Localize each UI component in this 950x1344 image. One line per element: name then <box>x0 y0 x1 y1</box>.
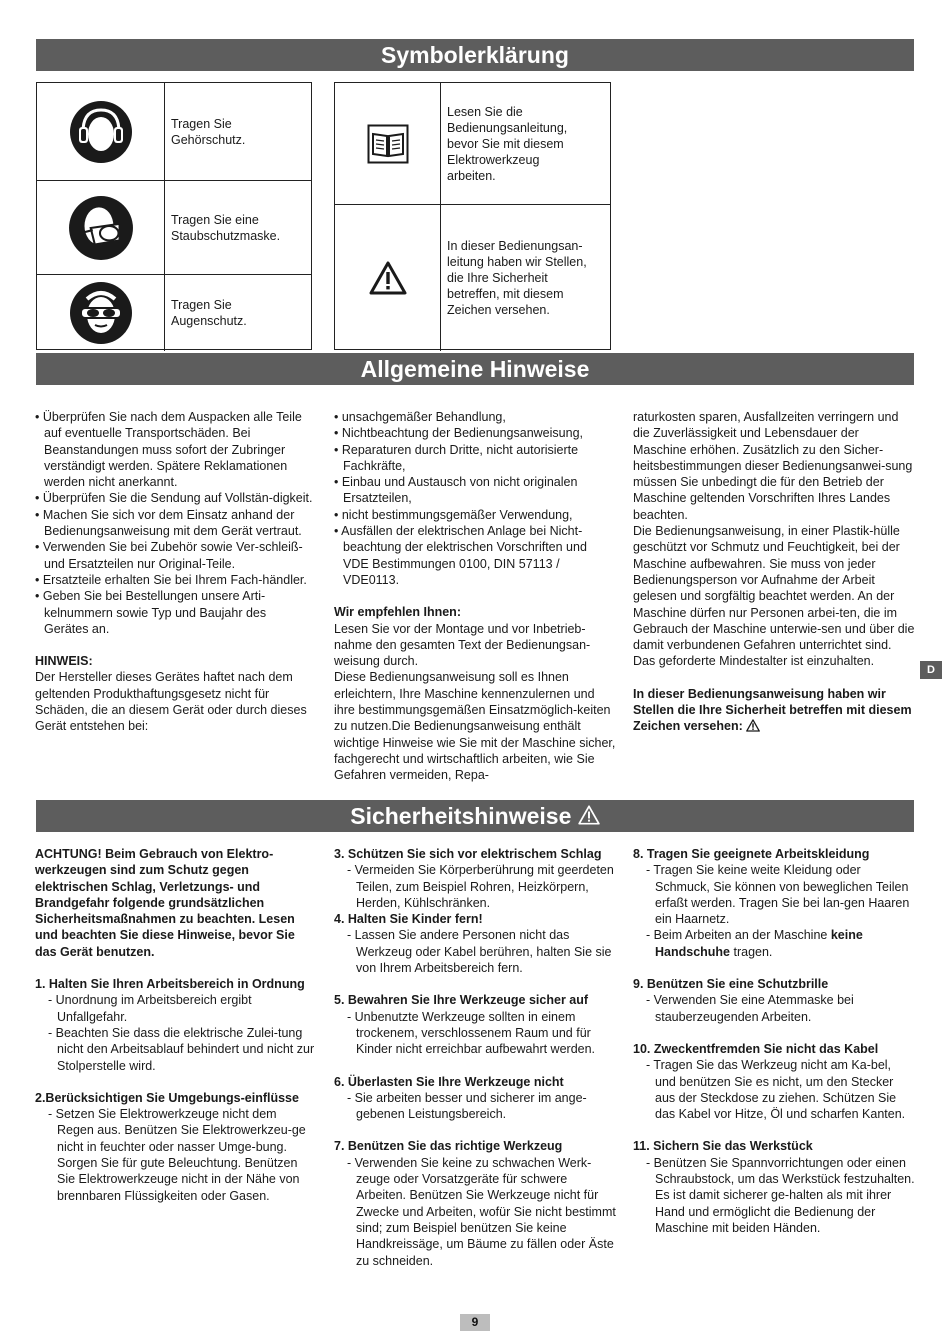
section-header-symbols: Symbolerklärung <box>36 39 914 71</box>
list-item: • nicht bestimmungsgemäßer Verwendung, <box>334 507 573 522</box>
hinweis-title: HINWEIS: <box>35 654 93 669</box>
general-column-2 <box>334 409 616 784</box>
safety-item-line: - Verwenden Sie keine zu schwachen Werk-zeuge oder Vorsatzgeräte für schwere Arbeiten. Benützen Sie Werkzeuge nicht für Zwecke und Arbeiten, wofür Sie nicht bestimmt sind; zum Beispiel benützen Sie keine Handkreissäge, um Bäume zu fällen oder Äste zu schneiden. <box>347 1155 616 1268</box>
warning-triangle-icon <box>746 719 760 736</box>
symbol-table-left <box>36 82 312 350</box>
safety-item-title: 3. Schützen Sie sich vor elektrischem Schlag <box>334 847 602 861</box>
page-number: 9 <box>460 1314 490 1331</box>
list-item: • Überprüfen Sie die Sendung auf Vollstän-digkeit. <box>35 491 313 506</box>
dust-mask-icon <box>37 181 165 274</box>
safety-line-emphasis: keine Handschuhe <box>655 928 863 959</box>
symbol-description: In dieser Bedienungsan- leitung haben wir Stellen, die Ihre Sicherheit betreffen, mit diesem Zeichen versehen. <box>447 239 587 317</box>
symbol-row <box>37 275 311 351</box>
safety-line-text: tragen. <box>730 944 773 959</box>
list-item: • Ausfällen der elektrischen Anlage bei Nicht-beachtung der elektrischen Vorschriften und VDE Bestimmungen 0100, DIN 57113 / VDE0113. <box>334 524 587 587</box>
language-tab: D <box>920 661 942 679</box>
symbol-description: Tragen Sie Gehörschutz. <box>171 116 246 147</box>
manual-book-icon <box>335 83 441 204</box>
safety-item-line: - Unbenutzte Werkzeuge sollten in einem trockenem, verschlossenem Raum und für Kinder nicht erreichbar aufbewahrt werden. <box>347 1009 596 1057</box>
safety-column-2 <box>334 846 616 1269</box>
list-item: • Verwenden Sie bei Zubehör sowie Ver-schleiß- und Ersatzteilen nur Original-Teile. <box>35 540 303 571</box>
symbol-description: Tragen Sie Augenschutz. <box>171 298 247 328</box>
safety-item-title: 11. Sichern Sie das Werkstück <box>633 1139 813 1154</box>
ear-protection-icon <box>37 83 165 180</box>
safety-column-1 <box>35 846 315 1204</box>
safety-item-line: - Benützen Sie Spannvorrichtungen oder einen Schraubstock, um das Werkstück festzuhalten. Es ist damit sicherer ge-halten als mit ihrer Hand und ermöglicht die Bedienung der Maschine mit beiden Händen. <box>646 1155 915 1235</box>
eye-protection-icon <box>37 275 165 351</box>
safety-item-title: 7. Benützen Sie das richtige Werkzeug <box>334 1139 563 1154</box>
symbol-row <box>37 181 311 275</box>
safety-item-title: 8. Tragen Sie geeignete Arbeitskleidung <box>633 847 870 861</box>
warning-triangle-icon <box>578 801 600 833</box>
list-item: • Überprüfen Sie nach dem Auspacken alle Teile auf eventuelle Transportschäden. Bei Beanstandungen muss sofort der Zubringer verständigt werden. Spätere Reklamationen werden nicht anerkannt. <box>35 410 302 490</box>
symbol-row <box>37 83 311 181</box>
safety-item-title: 1. Halten Sie Ihren Arbeitsbereich in Ordnung <box>35 977 305 992</box>
safety-item-title: 9. Benützen Sie eine Schutzbrille <box>633 977 829 992</box>
safety-item-line: - Tragen Sie keine weite Kleidung oder Schmuck, Sie können von beweglichen Teilen erfaßt werden. Tragen Sie bei lan-gen Haaren ein Haarnetz. <box>646 863 910 927</box>
safety-item-line: - Setzen Sie Elektrowerkzeuge nicht dem Regen aus. Benützen Sie Elektrowerkzeu-ge nicht in feuchter oder nasser Umge-bung. Sorgen Sie für gute Beleuchtung. Benützen Sie Elektrowerkzeuge nicht in der Nähe von brennbaren Flüssigkeiten oder Gasen. <box>48 1107 306 1203</box>
col3-bold-text: In dieser Bedienungsanweisung haben wir Stellen die Ihre Sicherheit betreffen mit diesem Zeichen versehen: <box>633 686 912 734</box>
list-item: • Einbau und Austausch von nicht originalen Ersatzteilen, <box>334 475 578 506</box>
section-header-general: Allgemeine Hinweise <box>36 353 914 385</box>
symbol-row <box>335 83 610 205</box>
recommend-title: Wir empfehlen Ihnen: <box>334 605 461 620</box>
symbol-description: Lesen Sie die Bedienungsanleitung, bevor Sie mit diesem Elektrowerkzeug arbeiten. <box>447 104 568 183</box>
safety-item-line: - Beachten Sie dass die elektrische Zulei-tung nicht den Arbeitsablauf behindert und nicht zur Stolperstelle wird. <box>48 1025 315 1073</box>
safety-item-title: 6. Überlasten Sie Ihre Werkzeuge nicht <box>334 1074 564 1089</box>
safety-item-line: - Lassen Sie andere Personen nicht das Werkzeug oder Kabel berühren, halten Sie sie von Ihrem Arbeitsbereich fern. <box>347 928 612 976</box>
safety-item-title: 5. Bewahren Sie Ihre Werkzeuge sicher auf <box>334 993 589 1008</box>
safety-intro: ACHTUNG! Beim Gebrauch von Elektro-werkzeugen sind zum Schutz gegen elektrischen Schlag, Verletzungs- und Brandgefahr folgende grundsätzlichen Sicherheitsmaßnahmen zu beachten. Lesen und beachten Sie diese Hinweise, bevor Sie das Gerät benutzen. <box>35 847 295 959</box>
safety-header-text: Sicherheitshinweise <box>350 803 572 829</box>
recommend-text: Lesen Sie vor der Montage und vor Inbetrieb-nahme den gesamten Text der Bedienungsan-weisung durch. Diese Bedienungsanweisung soll es Ihnen erleichtern, Ihre Maschine kennenzulernen und ihre bestimmungsgemäßen Einsatzmöglich-keiten zu nutzen.Die Bedienungsanweisung enthält wichtige Hinweise wie Sie mit der Maschine sicher, fachgerecht und wirtschaftlich arbeiten, wie Sie Gefahren vermeiden, Repa- <box>334 621 616 783</box>
safety-column-3 <box>633 846 915 1236</box>
list-item: • Geben Sie bei Bestellungen unsere Arti-kelnummern sowie Typ und Baujahr des Gerätes an. <box>35 589 267 636</box>
col3-bold-note <box>633 686 915 737</box>
general-column-3 <box>633 409 915 737</box>
safety-item-title: 2.Berücksichtigen Sie Umgebungs-einflüsse <box>35 1090 299 1105</box>
safety-line-text: - Beim Arbeiten an der Maschine <box>646 928 831 943</box>
symbol-row <box>335 205 610 351</box>
list-item: • Reparaturen durch Dritte, nicht autorisierte Fachkräfte, <box>334 442 579 473</box>
safety-item-title: 10. Zweckentfremden Sie nicht das Kabel <box>633 1041 879 1056</box>
symbol-description: Tragen Sie eine Staubschutzmaske. <box>171 212 281 243</box>
section-header-safety <box>36 800 914 832</box>
safety-item-line <box>633 927 915 960</box>
list-item: • Machen Sie sich vor dem Einsatz anhand der Bedienungsanweisung mit dem Gerät vertraut. <box>35 507 302 539</box>
safety-item-title: 4. Halten Sie Kinder fern! <box>334 912 483 927</box>
symbol-table-right <box>334 82 611 350</box>
list-item: • Nichtbeachtung der Bedienungsanweisung, <box>334 426 583 441</box>
list-item: • Ersatzteile erhalten Sie bei Ihrem Fach-händler. <box>35 572 307 587</box>
list-item: • unsachgemäßer Behandlung, <box>334 410 506 424</box>
general-column-1 <box>35 409 313 735</box>
hinweis-text: Der Hersteller dieses Gerätes haftet nach dem geltenden Produkthaftungsgesetz nicht für Schäden, die an diesem Gerät oder durch dieses Gerät entstehen bei: <box>35 670 307 734</box>
safety-item-line: - Sie arbeiten besser und sicherer im ange-gebenen Leistungsbereich. <box>347 1090 587 1122</box>
col3-text: raturkosten sparen, Ausfallzeiten verringern und die Zuverlässigkeit und Lebensdauer der Maschine erhöhen. Zusätzlich zu den Sicher-heitsbestimmungen dieser Bedienungsanwei-sung müssen Sie unbedingt die für den Betrieb der Maschine geltenden Vorschriften Ihres Landes beachten. Die Bedienungsanweisung, in einer Plastik-hülle geschützt vor Schmutz und Feuchtigkeit, bei der Maschine aufbewahren. Sie muss von jeder Bedienungsperson vor Aufnahme der Arbeit gelesen und sorgfältig beachtet werden. An der Maschine dürfen nur Personen arbei-ten, die im Gebrauch der Maschine unterwie-sen und über die damit verbundenen Gefahren unterrichtet sind. Das geforderte Mindestalter ist einzuhalten. <box>633 410 915 669</box>
warning-triangle-icon <box>335 205 441 351</box>
safety-item-line: - Unordnung im Arbeitsbereich ergibt Unfallgefahr. <box>48 993 252 1024</box>
safety-item-line: - Verwenden Sie eine Atemmaske bei stauberzeugenden Arbeiten. <box>646 993 854 1024</box>
safety-item-line: - Vermeiden Sie Körperberührung mit geerdeten Teilen, zum Beispiel Rohren, Heizkörpern, Herden, Kühlschränken. <box>347 863 614 910</box>
safety-item-line: - Tragen Sie das Werkzeug nicht am Ka-bel, und benützen Sie es nicht, um den Stecker aus der Steckdose zu ziehen. Schützen Sie das Kabel vor Hitze, Öl und scharfen Kanten. <box>646 1058 906 1122</box>
